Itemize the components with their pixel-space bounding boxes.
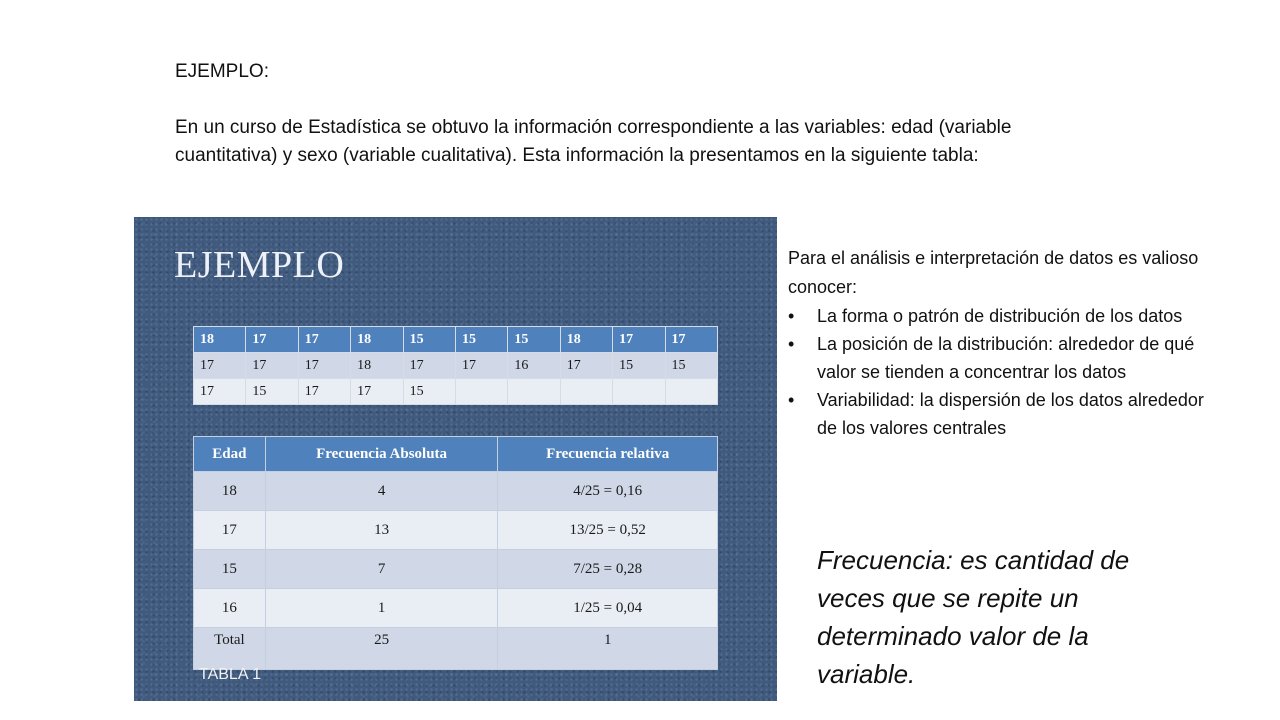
data-cell: 17 xyxy=(351,379,403,405)
total-relative: 1 xyxy=(498,628,718,670)
data-cell: 17 xyxy=(560,353,612,379)
column-header-frecuencia-relativa: Frecuencia relativa xyxy=(498,437,718,472)
data-cell: 17 xyxy=(298,327,350,353)
frequency-definition: Frecuencia: es cantidad de veces que se repite un determinado valor de la variable. xyxy=(817,545,1130,689)
table-row xyxy=(194,327,718,353)
data-cell: 15 xyxy=(613,353,665,379)
data-cell xyxy=(665,379,717,405)
data-cell: 18 xyxy=(194,327,246,353)
list-item xyxy=(788,386,1220,442)
intro-section xyxy=(175,58,1055,170)
table-row xyxy=(194,353,718,379)
data-cell: 15 xyxy=(455,327,507,353)
total-absolute: 25 xyxy=(265,628,498,670)
data-cell: 17 xyxy=(246,353,298,379)
data-cell xyxy=(508,379,560,405)
data-cell: 17 xyxy=(613,327,665,353)
total-row xyxy=(194,628,718,670)
relative-frequency-cell: 4/25 = 0,16 xyxy=(498,472,718,511)
list-item-text: La posición de la distribución: alrededor de qué valor se tienden a concentrar los datos xyxy=(817,334,1195,382)
data-cell xyxy=(613,379,665,405)
edad-cell: 15 xyxy=(194,550,266,589)
list-item-text: Variabilidad: la dispersión de los datos alrededor de los valores centrales xyxy=(817,390,1204,438)
data-cell xyxy=(560,379,612,405)
example-slide-image xyxy=(134,217,777,701)
relative-frequency-cell: 13/25 = 0,52 xyxy=(498,511,718,550)
relative-frequency-cell: 1/25 = 0,04 xyxy=(498,589,718,628)
list-item-text: La forma o patrón de distribución de los datos xyxy=(817,306,1183,326)
absolute-frequency-cell: 4 xyxy=(265,472,498,511)
table-row xyxy=(194,550,718,589)
raw-data-table xyxy=(193,326,718,405)
list-item xyxy=(788,330,1220,386)
bullet-icon: • xyxy=(788,306,795,326)
absolute-frequency-cell: 13 xyxy=(265,511,498,550)
column-header-frecuencia-absoluta: Frecuencia Absoluta xyxy=(265,437,498,472)
table-row xyxy=(194,379,718,405)
data-cell: 15 xyxy=(403,327,455,353)
bullet-list xyxy=(788,302,1220,442)
edad-cell: 18 xyxy=(194,472,266,511)
table-row xyxy=(194,511,718,550)
slide-title: EJEMPLO xyxy=(174,244,345,286)
bullet-icon: • xyxy=(788,334,795,354)
table-row xyxy=(194,589,718,628)
data-cell: 17 xyxy=(665,327,717,353)
data-cell: 17 xyxy=(194,353,246,379)
data-cell: 18 xyxy=(351,353,403,379)
total-label: Total xyxy=(194,628,266,670)
data-cell xyxy=(455,379,507,405)
data-cell: 16 xyxy=(508,353,560,379)
intro-heading: EJEMPLO: xyxy=(175,61,269,82)
data-cell: 17 xyxy=(298,379,350,405)
table-row xyxy=(194,472,718,511)
data-cell: 15 xyxy=(508,327,560,353)
data-cell: 18 xyxy=(351,327,403,353)
intro-paragraph: En un curso de Estadística se obtuvo la información correspondiente a las variables: edad (variable cuantitativa) y sexo (variable cualitativa). Esta información la presentamos en la siguiente tabla: xyxy=(175,117,1012,166)
data-cell: 15 xyxy=(403,379,455,405)
data-cell: 17 xyxy=(455,353,507,379)
table-caption: TABLA 1 xyxy=(199,666,261,683)
data-cell: 17 xyxy=(194,379,246,405)
data-cell: 15 xyxy=(665,353,717,379)
list-item xyxy=(788,302,1220,330)
absolute-frequency-cell: 7 xyxy=(265,550,498,589)
data-cell: 15 xyxy=(246,379,298,405)
edad-cell: 17 xyxy=(194,511,266,550)
table-header-row xyxy=(194,437,718,472)
analysis-notes xyxy=(788,244,1220,442)
absolute-frequency-cell: 1 xyxy=(265,589,498,628)
bullet-icon: • xyxy=(788,390,795,410)
data-cell: 17 xyxy=(246,327,298,353)
relative-frequency-cell: 7/25 = 0,28 xyxy=(498,550,718,589)
data-cell: 17 xyxy=(403,353,455,379)
analysis-intro: Para el análisis e interpretación de datos es valioso conocer: xyxy=(788,248,1199,297)
data-cell: 17 xyxy=(298,353,350,379)
data-cell: 18 xyxy=(560,327,612,353)
frequency-table xyxy=(193,436,718,670)
column-header-edad: Edad xyxy=(194,437,266,472)
edad-cell: 16 xyxy=(194,589,266,628)
